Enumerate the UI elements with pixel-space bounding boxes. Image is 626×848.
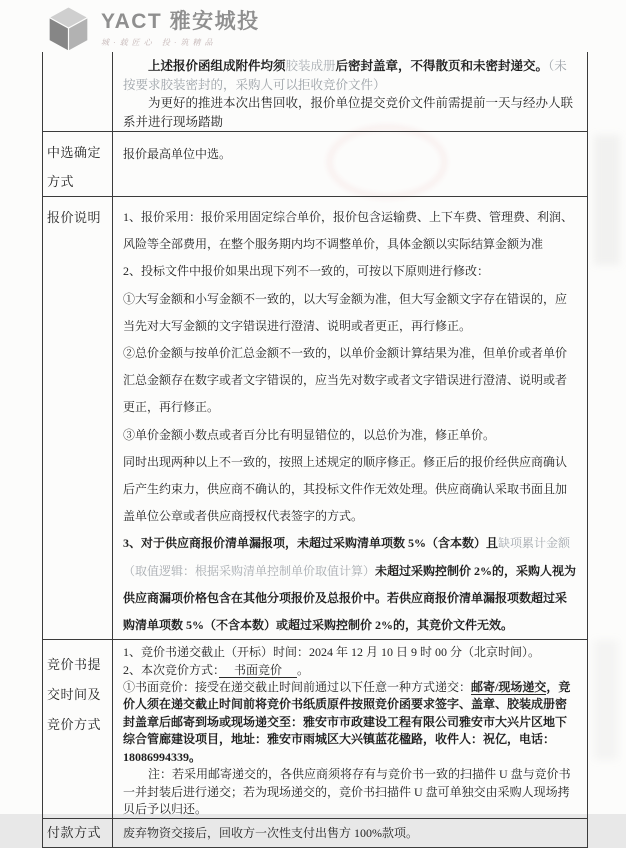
paragraph bbox=[123, 766, 577, 818]
row-content-payment bbox=[113, 819, 588, 847]
paragraph bbox=[123, 422, 577, 449]
table-row-selection-method bbox=[42, 131, 588, 196]
text-segment: 为更好的推进本次出售回收，报价单位提交竞价文件前需提前一天与经办人联系并进行现场踏勘 bbox=[123, 96, 574, 129]
logo-brand-text: YACT 雅安城投 bbox=[101, 10, 260, 33]
table-row-payment bbox=[42, 818, 588, 847]
text-segment: 后密封盖章，不得散页和未密封递交。 bbox=[335, 59, 549, 73]
logo-tagline: 城·载匠心 投·筑精品 bbox=[101, 38, 217, 47]
row-label-submission: 竞价书提交时间及竞价方式 bbox=[42, 640, 113, 818]
paragraph bbox=[123, 204, 577, 258]
row-content-binding-note bbox=[113, 52, 588, 131]
table-row-binding-note bbox=[42, 52, 588, 131]
scan-smudge bbox=[594, 640, 618, 760]
paragraph bbox=[123, 94, 577, 131]
yact-logo bbox=[46, 5, 260, 53]
paragraph bbox=[123, 662, 577, 679]
text-segment: 废弃物资交接后，回收方一次性支付出售方 100%款项。 bbox=[123, 826, 418, 841]
text-segment: 2、本次竞价方式： bbox=[123, 662, 220, 677]
paragraph bbox=[123, 340, 577, 422]
paragraph bbox=[123, 644, 577, 661]
text-segment: 1、报价采用：报价采用固定综合单价，报价包含运输费、上下车费、管理费、利润、风险等全部费用，在整个服务期内均不调整单价，具体金额以实际结算金额为准 bbox=[123, 210, 574, 252]
text-segment: （未按要求胶装密封的，采购人可以拒收竞价文件） bbox=[123, 59, 567, 92]
row-label-payment: 付款方式 bbox=[42, 819, 113, 847]
text-segment: ①大写金额和小写金额不一致的，以大写金额为准，但大写金额文字存在错误的，应当先对大写金额的文字错误进行澄清、说明或者更正，再行修正。 bbox=[123, 291, 568, 333]
text-segment: 注：若采用邮寄递交的，各供应商须将存有与竞价书一致的扫描件 U 盘与竞价书一并封装后进行递交；若为现场递交的，竞价书扫描件 U 盘可单独交由采购人现场拷贝后予以归还。 bbox=[123, 767, 571, 816]
cube-logo-icon bbox=[46, 5, 91, 53]
paragraph bbox=[123, 286, 577, 340]
text-segment: 1、竞价书递交截止（开标）时间：2024 年 12 月 10 日 9 时 00 分（北京时间）。 bbox=[123, 645, 541, 660]
table-row-quotation-notes bbox=[42, 196, 588, 639]
text-segment: ②总价金额与按单价汇总金额不一致的，以单价金额计算结果为准，但单价或者单价汇总金额存在数字或者文字错误的，应当先对数字或者文字错误进行澄清、说明或者更正，再行修正。 bbox=[123, 346, 568, 415]
text-segment: 胶装成册 bbox=[285, 59, 336, 73]
paragraph bbox=[123, 144, 577, 164]
text-segment: 未超过采购控制价 2%的，采购人视为供应商漏项价格包含在其他分项报价及总报价中。若供应商报价清单漏报项数超过采购清单项数 5%（不含本数）或超过采购控制价 2%的，其竞价文件无效。 bbox=[123, 563, 577, 633]
row-content-selection-method bbox=[113, 132, 588, 196]
paragraph bbox=[123, 679, 577, 766]
text-segment: ③单价金额小数点或者百分比有明显错位的，以总价为准，修正单价。 bbox=[123, 427, 496, 442]
text-segment: 2、投标文件中报价如果出现下列不一致的，可按以下原则进行修改： bbox=[123, 264, 490, 279]
text-segment: 3、对于供应商报价清单漏报项，未超过采购清单项数 5%（含本数）且 bbox=[123, 536, 499, 551]
row-label-binding-note bbox=[42, 52, 113, 131]
paragraph bbox=[123, 57, 577, 94]
procurement-terms-table bbox=[42, 52, 588, 848]
text-segment: 缺项累计金额（取值逻辑：根据采购清单控制单价取值计算） bbox=[123, 536, 571, 578]
logo-text-block bbox=[101, 5, 260, 48]
paragraph bbox=[123, 530, 577, 639]
text-segment: 报价最高单位中选。 bbox=[123, 147, 232, 161]
text-segment: 书面竞价 bbox=[219, 662, 298, 677]
paragraph bbox=[123, 824, 577, 843]
table-row-submission bbox=[42, 639, 588, 818]
row-label-selection-method: 中选确定方式 bbox=[42, 132, 113, 196]
text-segment: ，竞价人须在递交截止时间前将竞价书纸质原件按照竞价函要求签字、盖章、胶装成册密封盖章后邮寄到场或现场递交至：雅安市市政建设工程有限公司雅安市大兴片区地下综合管廊建设项目，地址：雅安市雨城区大兴镇蓝花楹路，收件人：祝亿，电话：18086994339。 bbox=[123, 680, 571, 764]
paragraph bbox=[123, 449, 577, 531]
text-segment: 上述报价函组成附件均须 bbox=[148, 59, 286, 73]
text-segment: ①书面竞价：接受在递交截止时间前通过以下任意一种方式递交： bbox=[123, 680, 472, 695]
text-segment: 邮寄/现场递交 bbox=[471, 680, 547, 695]
row-content-submission bbox=[113, 640, 588, 818]
scan-smudge bbox=[594, 135, 620, 265]
text-segment: 。 bbox=[297, 662, 310, 677]
row-content-quotation-notes bbox=[113, 197, 588, 639]
paragraph bbox=[123, 258, 577, 285]
text-segment: 同时出现两种以上不一致的，按照上述规定的顺序修正。修正后的报价经供应商确认后产生约束力，供应商不确认的，其投标文件作无效处理。供应商确认采取书面且加盖单位公章或者供应商授权代表签字的方式。 bbox=[123, 454, 568, 524]
row-label-quotation-notes: 报价说明 bbox=[42, 197, 113, 639]
